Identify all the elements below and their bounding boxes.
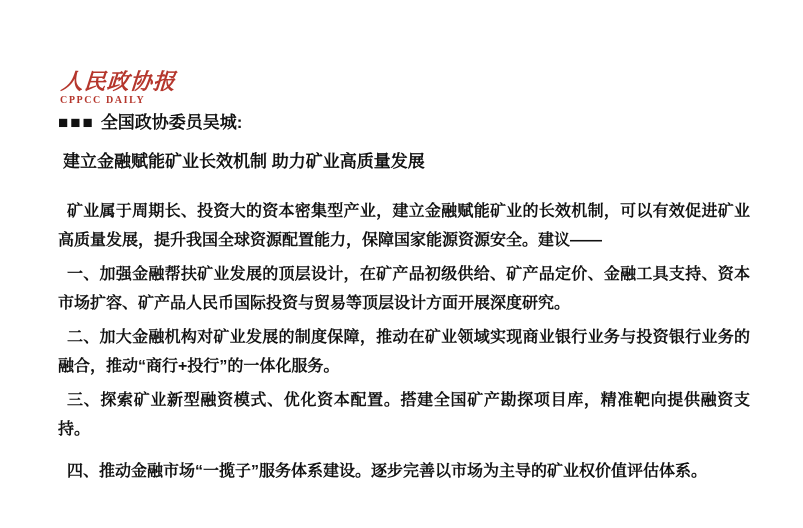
byline-text: 全国政协委员吴城: — [100, 113, 243, 132]
byline — [58, 112, 750, 133]
article-title: 建立金融赋能矿业长效机制 助力矿业高质量发展 — [63, 152, 425, 171]
cppcc-daily-logo-subtitle: CPPCC DAILY — [60, 95, 146, 106]
suggestion-paragraph: 一、加强金融帮扶矿业发展的顶层设计，在矿产品初级供给、矿产品定价、金融工具支持、资本市场扩容、矿产品人民币国际投资与贸易等顶层设计方面开展深度研究。 — [58, 266, 750, 312]
suggestion-paragraph: 二、加大金融机构对矿业发展的制度保障，推动在矿业领域实现商业银行业务与投资银行业务的融合，推动“商行+投行”的一体化服务。 — [58, 329, 750, 375]
suggestion-paragraph: 四、推动金融市场“一揽子”服务体系建设。逐步完善以市场为主导的矿业权价值评估体系。 — [67, 463, 708, 480]
masthead — [60, 70, 175, 107]
section-marker-squares-icon: ■■■ — [58, 113, 95, 132]
suggestion-paragraph: 三、探索矿业新型融资模式、优化资本配置。搭建全国矿产勘探项目库，精准靶向提供融资支持。 — [58, 392, 750, 438]
suggestion-list — [58, 260, 750, 486]
lead-paragraph: 矿业属于周期长、投资大的资本密集型产业，建立金融赋能矿业的长效机制，可以有效促进矿业高质量发展，提升我国全球资源配置能力，保障国家能源资源安全。建议—— — [58, 203, 750, 249]
cppcc-daily-logo: 人民政协报 — [59, 69, 177, 95]
article-body — [58, 112, 750, 486]
